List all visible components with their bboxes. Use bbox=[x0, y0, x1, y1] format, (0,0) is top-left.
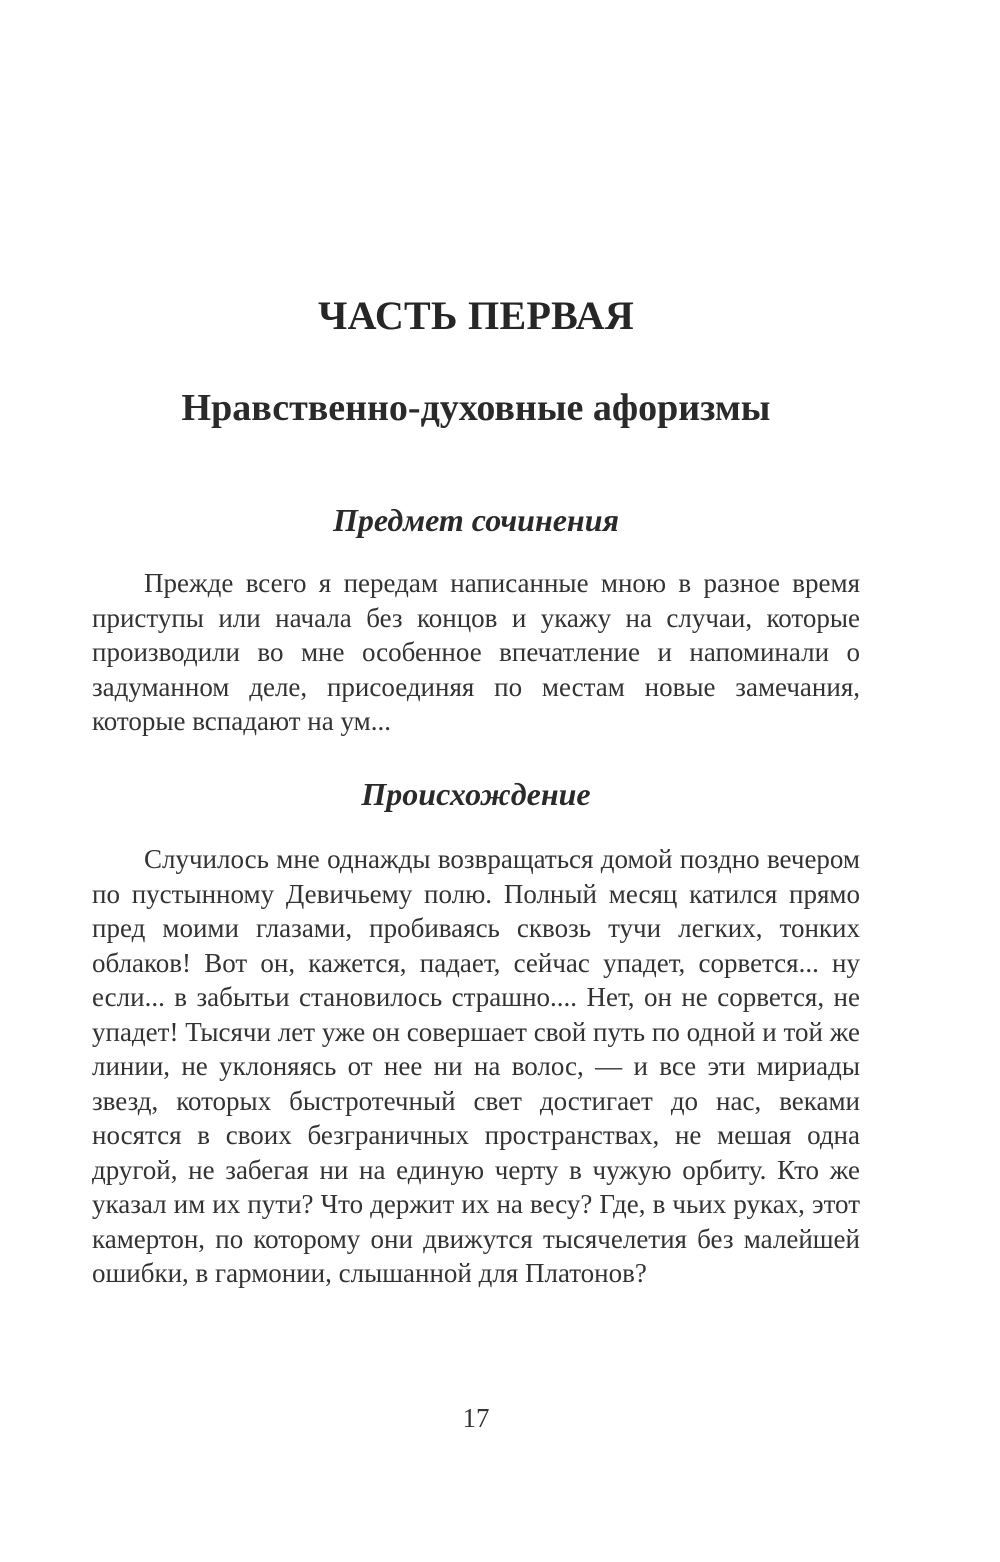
section-paragraph-subject: Прежде всего я передам написанные мною в разное время приступы или начала без концов и укажу на случаи, которые производили во мне особенное впечатление и напоминали о задуманном деле, присоединяя по местам новые замечания, которые вспадают на ум... bbox=[92, 568, 860, 736]
chapter-title: Нравственно-духовные афоризмы bbox=[181, 387, 771, 429]
section-title-origin: Происхождение bbox=[361, 776, 591, 812]
part-title: ЧАСТЬ ПЕРВАЯ bbox=[317, 293, 635, 338]
page-number: 17 bbox=[462, 1403, 490, 1433]
section-paragraph-origin: Случилось мне однажды возвращаться домой поздно вечером по пустынному Девичьему полю. Полный месяц катился прямо пред моими глазами, пробиваясь сквозь тучи легких, тонких облаков! Вот он, кажется, падает, сейчас упадет, сорвется... ну если... в забытьи становилось страшно.... Нет, он не сорвется, не упадет! Тысячи лет уже он совершает свой путь по одной и той же линии, не уклоняясь от нее ни на волос, — и все эти мириады звезд, которых быстротечный свет достигает до нас, веками носятся в своих безграничных пространствах, не мешая одна другой, не забегая ни на единую черту в чужую орбиту. Кто же указал им их пути? Что держит их на весу? Где, в чьих руках, этот камертон, по которому они движутся тысячелетия без малейшей ошибки, в гармонии, слышанной для Платонов? bbox=[92, 844, 860, 1288]
book-page bbox=[92, 0, 860, 1562]
section-title-subject: Предмет сочинения bbox=[333, 502, 619, 538]
